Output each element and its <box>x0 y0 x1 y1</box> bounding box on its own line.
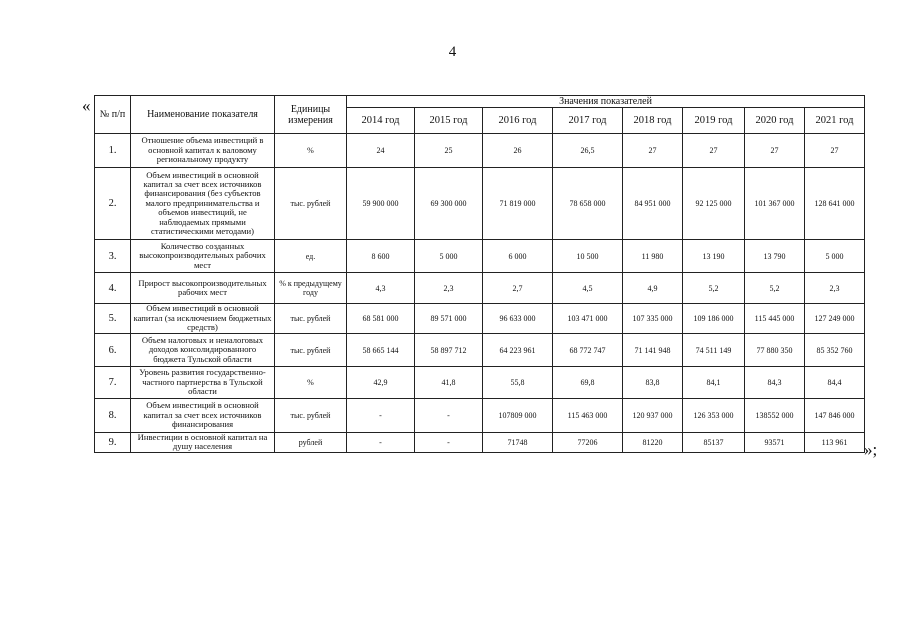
row-number: 7. <box>95 367 131 399</box>
indicator-name: Объем инвестиций в основной капитал (за исключением бюджетных средств) <box>131 304 275 334</box>
table-row <box>95 304 865 334</box>
table-row <box>95 273 865 304</box>
table-row <box>95 240 865 273</box>
value-cell: 55,8 <box>483 367 553 399</box>
unit-cell: тыс. рублей <box>275 304 347 334</box>
header-year: 2015 год <box>415 108 483 134</box>
value-cell: 42,9 <box>347 367 415 399</box>
value-cell: 84,4 <box>805 367 865 399</box>
value-cell: 96 633 000 <box>483 304 553 334</box>
value-cell: 69 300 000 <box>415 168 483 240</box>
row-number: 1. <box>95 134 131 168</box>
value-cell: 92 125 000 <box>683 168 745 240</box>
table-row <box>95 334 865 367</box>
value-cell: 27 <box>805 134 865 168</box>
value-cell: 84 951 000 <box>623 168 683 240</box>
value-cell: - <box>347 433 415 453</box>
row-number: 8. <box>95 399 131 433</box>
unit-cell: ед. <box>275 240 347 273</box>
table-row <box>95 168 865 240</box>
value-cell: 41,8 <box>415 367 483 399</box>
value-cell: 5,2 <box>683 273 745 304</box>
unit-cell: рублей <box>275 433 347 453</box>
value-cell: 26,5 <box>553 134 623 168</box>
value-cell: 68 581 000 <box>347 304 415 334</box>
value-cell: 64 223 961 <box>483 334 553 367</box>
value-cell: 11 980 <box>623 240 683 273</box>
header-values: Значения показателей <box>347 96 865 108</box>
unit-cell: % <box>275 134 347 168</box>
header-year: 2017 год <box>553 108 623 134</box>
unit-cell: % <box>275 367 347 399</box>
value-cell: - <box>415 433 483 453</box>
value-cell: 84,3 <box>745 367 805 399</box>
value-cell: 71 819 000 <box>483 168 553 240</box>
table-row <box>95 134 865 168</box>
page-number: 4 <box>448 44 457 60</box>
value-cell: 138552 000 <box>745 399 805 433</box>
value-cell: 4,3 <box>347 273 415 304</box>
row-number: 4. <box>95 273 131 304</box>
header-year: 2018 год <box>623 108 683 134</box>
header-unit: Единицы измерения <box>275 96 347 134</box>
indicator-name: Количество созданных высокопроизводительных рабочих мест <box>131 240 275 273</box>
table-row <box>95 367 865 399</box>
value-cell: 26 <box>483 134 553 168</box>
value-cell: 13 790 <box>745 240 805 273</box>
indicator-name: Уровень развития государственно-частного партнерства в Тульской области <box>131 367 275 399</box>
indicator-name: Объем инвестиций в основной капитал за счет всех источников финансирования (без субъектов малого предпринимательства и объемов инвестиций, не наблюдаемых прямыми статистическими методами) <box>131 168 275 240</box>
value-cell: - <box>347 399 415 433</box>
header-year: 2019 год <box>683 108 745 134</box>
value-cell: 25 <box>415 134 483 168</box>
value-cell: 4,9 <box>623 273 683 304</box>
value-cell: 2,7 <box>483 273 553 304</box>
value-cell: 128 641 000 <box>805 168 865 240</box>
value-cell: 83,8 <box>623 367 683 399</box>
value-cell: 5 000 <box>415 240 483 273</box>
value-cell: 24 <box>347 134 415 168</box>
table-row <box>95 399 865 433</box>
value-cell: 85137 <box>683 433 745 453</box>
unit-cell: % к предыдущему году <box>275 273 347 304</box>
table-row <box>95 433 865 453</box>
value-cell: 69,8 <box>553 367 623 399</box>
header-year: 2016 год <box>483 108 553 134</box>
header-year: 2021 год <box>805 108 865 134</box>
value-cell: 93571 <box>745 433 805 453</box>
value-cell: 107809 000 <box>483 399 553 433</box>
value-cell: 59 900 000 <box>347 168 415 240</box>
row-number: 3. <box>95 240 131 273</box>
value-cell: 58 665 144 <box>347 334 415 367</box>
value-cell: 27 <box>745 134 805 168</box>
value-cell: 109 186 000 <box>683 304 745 334</box>
value-cell: 13 190 <box>683 240 745 273</box>
value-cell: 77 880 350 <box>745 334 805 367</box>
value-cell: 5,2 <box>745 273 805 304</box>
value-cell: 77206 <box>553 433 623 453</box>
value-cell: 85 352 760 <box>805 334 865 367</box>
value-cell: 8 600 <box>347 240 415 273</box>
value-cell: 27 <box>683 134 745 168</box>
value-cell: 68 772 747 <box>553 334 623 367</box>
value-cell: 74 511 149 <box>683 334 745 367</box>
value-cell: 107 335 000 <box>623 304 683 334</box>
value-cell: 115 445 000 <box>745 304 805 334</box>
value-cell: 103 471 000 <box>553 304 623 334</box>
value-cell: 126 353 000 <box>683 399 745 433</box>
value-cell: 27 <box>623 134 683 168</box>
header-year: 2014 год <box>347 108 415 134</box>
row-number: 5. <box>95 304 131 334</box>
value-cell: 71 141 948 <box>623 334 683 367</box>
value-cell: - <box>415 399 483 433</box>
indicator-name: Прирост высокопроизводительных рабочих мест <box>131 273 275 304</box>
row-number: 2. <box>95 168 131 240</box>
value-cell: 120 937 000 <box>623 399 683 433</box>
opening-quote: « <box>82 96 91 115</box>
row-number: 6. <box>95 334 131 367</box>
indicators-table <box>94 95 865 453</box>
value-cell: 2,3 <box>415 273 483 304</box>
value-cell: 89 571 000 <box>415 304 483 334</box>
value-cell: 5 000 <box>805 240 865 273</box>
value-cell: 127 249 000 <box>805 304 865 334</box>
value-cell: 71748 <box>483 433 553 453</box>
header-name: Наименование показателя <box>131 96 275 134</box>
value-cell: 84,1 <box>683 367 745 399</box>
value-cell: 147 846 000 <box>805 399 865 433</box>
closing-quote: »; <box>864 440 878 459</box>
value-cell: 101 367 000 <box>745 168 805 240</box>
header-year: 2020 год <box>745 108 805 134</box>
value-cell: 6 000 <box>483 240 553 273</box>
unit-cell: тыс. рублей <box>275 168 347 240</box>
value-cell: 78 658 000 <box>553 168 623 240</box>
row-number: 9. <box>95 433 131 453</box>
value-cell: 58 897 712 <box>415 334 483 367</box>
value-cell: 10 500 <box>553 240 623 273</box>
value-cell: 2,3 <box>805 273 865 304</box>
indicator-name: Отношение объема инвестиций в основной капитал к валовому региональному продукту <box>131 134 275 168</box>
value-cell: 81220 <box>623 433 683 453</box>
indicator-name: Объем инвестиций в основной капитал за счет всех источников финансирования <box>131 399 275 433</box>
unit-cell: тыс. рублей <box>275 334 347 367</box>
value-cell: 115 463 000 <box>553 399 623 433</box>
indicator-name: Инвестиции в основной капитал на душу населения <box>131 433 275 453</box>
unit-cell: тыс. рублей <box>275 399 347 433</box>
indicator-name: Объем налоговых и неналоговых доходов консолидированного бюджета Тульской области <box>131 334 275 367</box>
value-cell: 113 961 <box>805 433 865 453</box>
header-num: № п/п <box>95 96 131 134</box>
value-cell: 4,5 <box>553 273 623 304</box>
